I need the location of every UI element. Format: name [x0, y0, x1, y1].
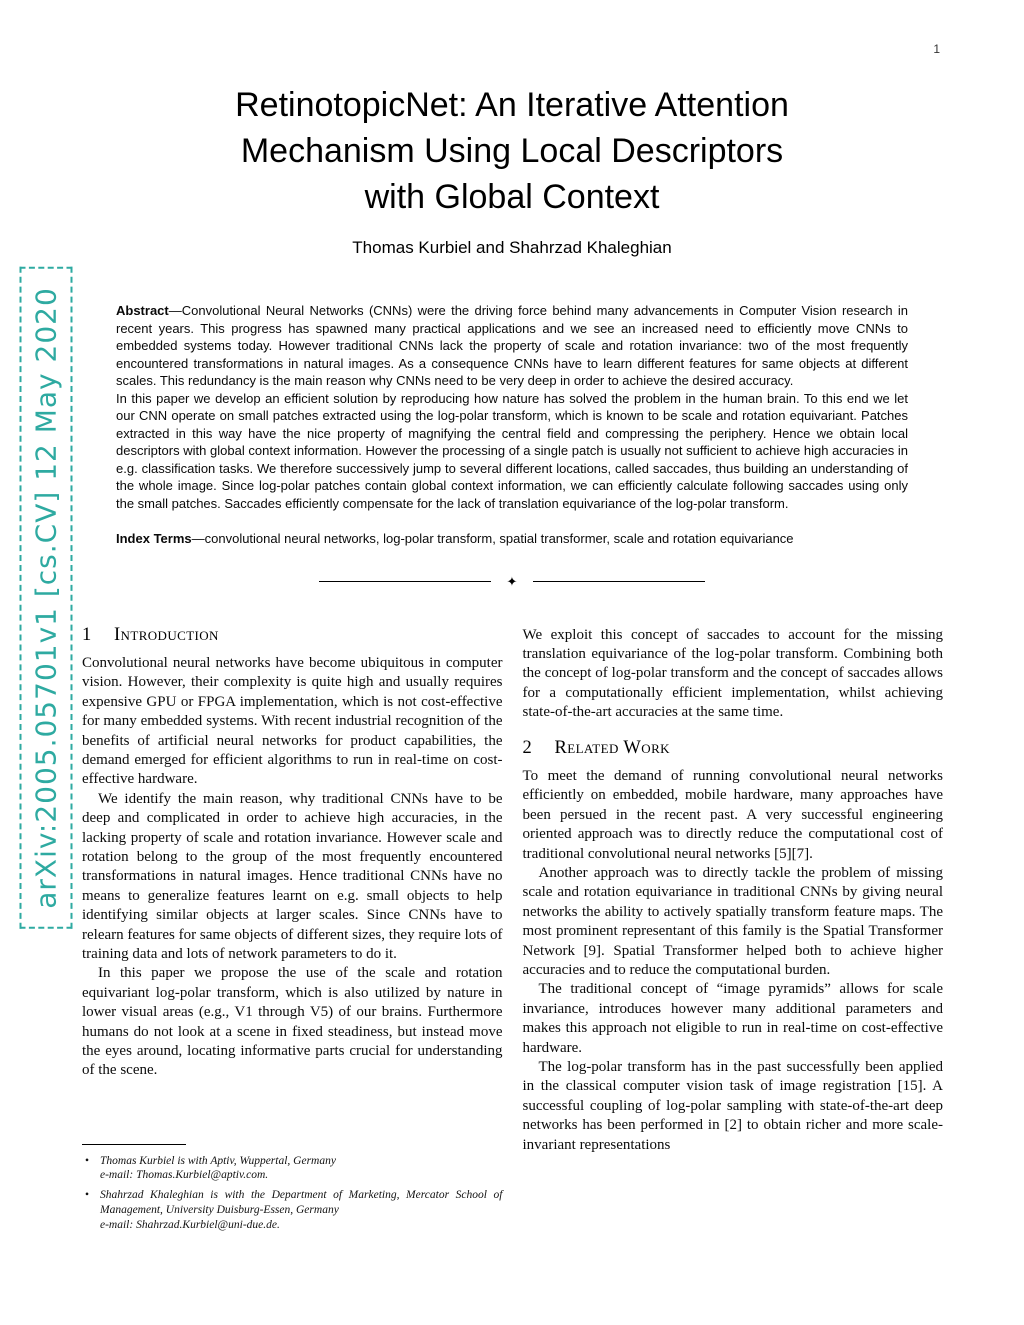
- footnote-list: [82, 1154, 503, 1233]
- intro-paragraph-4: We exploit this concept of saccades to account for the missing translation equivariance of the log-polar transform. Combining both the concept of log-polar transform and the concept of saccades allows for a computationally efficient implementation, whilst achieving state-of-the-art accuracies at the same time.: [522, 626, 943, 721]
- title-line-1: RetinotopicNet: An Iterative Attention: [235, 86, 789, 124]
- index-terms: [116, 530, 908, 548]
- footnote-email: e-mail: Thomas.Kurbiel@aptiv.com.: [100, 1169, 269, 1182]
- section-title: Introduction: [114, 624, 219, 645]
- two-column-body: [82, 626, 943, 1238]
- left-column: [82, 626, 503, 1238]
- footnote-item: [82, 1188, 503, 1232]
- title-block: [0, 0, 1024, 258]
- footnote-affiliation: Thomas Kurbiel is with Aptiv, Wuppertal, Germany: [100, 1154, 336, 1167]
- title-line-3: with Global Context: [364, 178, 660, 216]
- abstract-label: Abstract: [116, 303, 169, 318]
- footnotes: [82, 1144, 503, 1238]
- related-work-paragraph-4: The log-polar transform has in the past successfully been applied in the classical computer vision task of image registration [15]. A successful coupling of log-polar sampling with state-of-the-art deep networks has been performed in [2] to obtain richer and more scale-invariant representations: [522, 1059, 943, 1153]
- index-terms-text: —convolutional neural networks, log-polar transform, spatial transformer, scale and rotation equivariance: [191, 531, 794, 546]
- introduction-heading: [82, 626, 503, 645]
- divider-line-right: [533, 581, 705, 582]
- footnote-email: e-mail: Shahrzad.Kurbiel@uni-due.de.: [100, 1218, 280, 1231]
- divider-line-left: [319, 581, 491, 582]
- section-divider: [292, 575, 732, 588]
- authors: Thomas Kurbiel and Shahrzad Khaleghian: [352, 238, 672, 257]
- index-terms-label: Index Terms: [116, 531, 192, 546]
- related-work-paragraph-2: Another approach was to directly tackle the problem of missing scale and rotation equivariance in traditional CNNs by giving neural networks the ability to actively spatially transform feature maps. The most prominent representant of this family is the Spatial Transformer Network [9]. Spatial Transformer helped both to achieve higher accuracies and to reduce the computational burden.: [522, 864, 943, 978]
- page-number: 1: [933, 42, 940, 56]
- arxiv-watermark: arXiv:2005.05701v1 [cs.CV] 12 May 2020: [20, 267, 73, 929]
- abstract-text-1: —Convolutional Neural Networks (CNNs) were the driving force behind many advancements in Computer Vision research in recent years. This progress has spawned many practical applications and we see an increased need to efficiently move CNNs to embedded systems today. However traditional CNNs lack the property of scale and rotation invariance: two of the most frequently encountered transformations in natural images. As a consequence CNNs have to learn different features for same objects at different scales. This redundancy is the main reason why CNNs need to be very deep in order to achieve the desired accuracy.: [116, 303, 908, 388]
- related-work-heading: [523, 739, 944, 758]
- related-work-paragraph-3: The traditional concept of “image pyramids” allows for scale invariance, introduces however many additional parameters and makes this approach not eligible to run in real-time on cost-effective hardware.: [522, 981, 943, 1056]
- footnote-separator: [82, 1144, 186, 1145]
- abstract-paragraph-1: [116, 302, 908, 390]
- diamond-icon: ✦: [506, 573, 518, 589]
- intro-paragraph-3: In this paper we propose the use of the scale and rotation equivariant log-polar transform, which is also utilized by nature in lower visual areas (e.g., V1 through V5) of our brains. Furthermore humans do not look at a scene in fixed steadiness, but instead move the eyes around, locating informative parts crucial for understanding of the scene.: [82, 965, 503, 1079]
- abstract-block: [116, 302, 908, 548]
- footnote-affiliation: Shahrzad Khaleghian is with the Department of Marketing, Mercator School of Management, University Duisburg-Essen, Germany: [100, 1189, 503, 1216]
- abstract-paragraph-2: In this paper we develop an efficient solution by reproducing how nature has solved the problem in the human brain. To this end we let our CNN operate on small patches extracted using the log-polar transform, which is known to be scale and rotation equivariant. Patches extracted in this way have the nice property of magnifying the central field and compressing the periphery. Hence we obtain local descriptors with global context information. However the processing of a single patch is usually not sufficient to achieve high accuracies in e.g. classification tasks. We therefore successively jump to several different locations, called saccades, thus building an understanding of the whole image. Since log-polar patches contain global context information, we can efficiently calculate following saccades using only the small patches. Saccades efficiently compensate for the lack of translation equivariance of the log-polar transform.: [116, 390, 908, 511]
- section-number: 1: [82, 624, 92, 645]
- footnote-item: [82, 1154, 503, 1184]
- introduction-section: [82, 626, 503, 1081]
- right-column: [523, 626, 944, 1238]
- title-line-2: Mechanism Using Local Descriptors: [240, 132, 784, 170]
- intro-paragraph-2: We identify the main reason, why traditional CNNs have to be deep and complicated in order to achieve high accuracies, in the lacking property of scale and rotation invariance. However scale and rotation belong to the group of the most frequently encountered transformations in natural images. Hence traditional CNNs have no means to generalize features learnt on e.g. small objects to help identifying similar objects at larger scales. Since CNNs have to relearn features for same objects of different sizes, they require lots of training data and lots of network parameters to do it.: [82, 790, 503, 962]
- related-work-paragraph-1: To meet the demand of running convolutional neural networks efficiently on embedded, mobile hardware, many approaches have been persued in the recent past. A very successful engineering oriented approach was to directly reduce the computational cost of traditional convolutional neural networks [5][7].: [522, 767, 943, 862]
- section-title: Related Work: [554, 737, 670, 758]
- paper-title: [0, 82, 1024, 220]
- intro-paragraph-1: Convolutional neural networks have become ubiquitous in computer vision. However, their complexity is quite high and usually requires expensive GPU or FPGA implementation, which is not cost-effective for many embedded systems. With recent industrial recognition of the benefits of artificial neural networks for product capabilities, the demand emerged for efficient algorithms to run in real-time on cost-effective hardware.: [82, 654, 503, 788]
- section-number: 2: [522, 737, 532, 758]
